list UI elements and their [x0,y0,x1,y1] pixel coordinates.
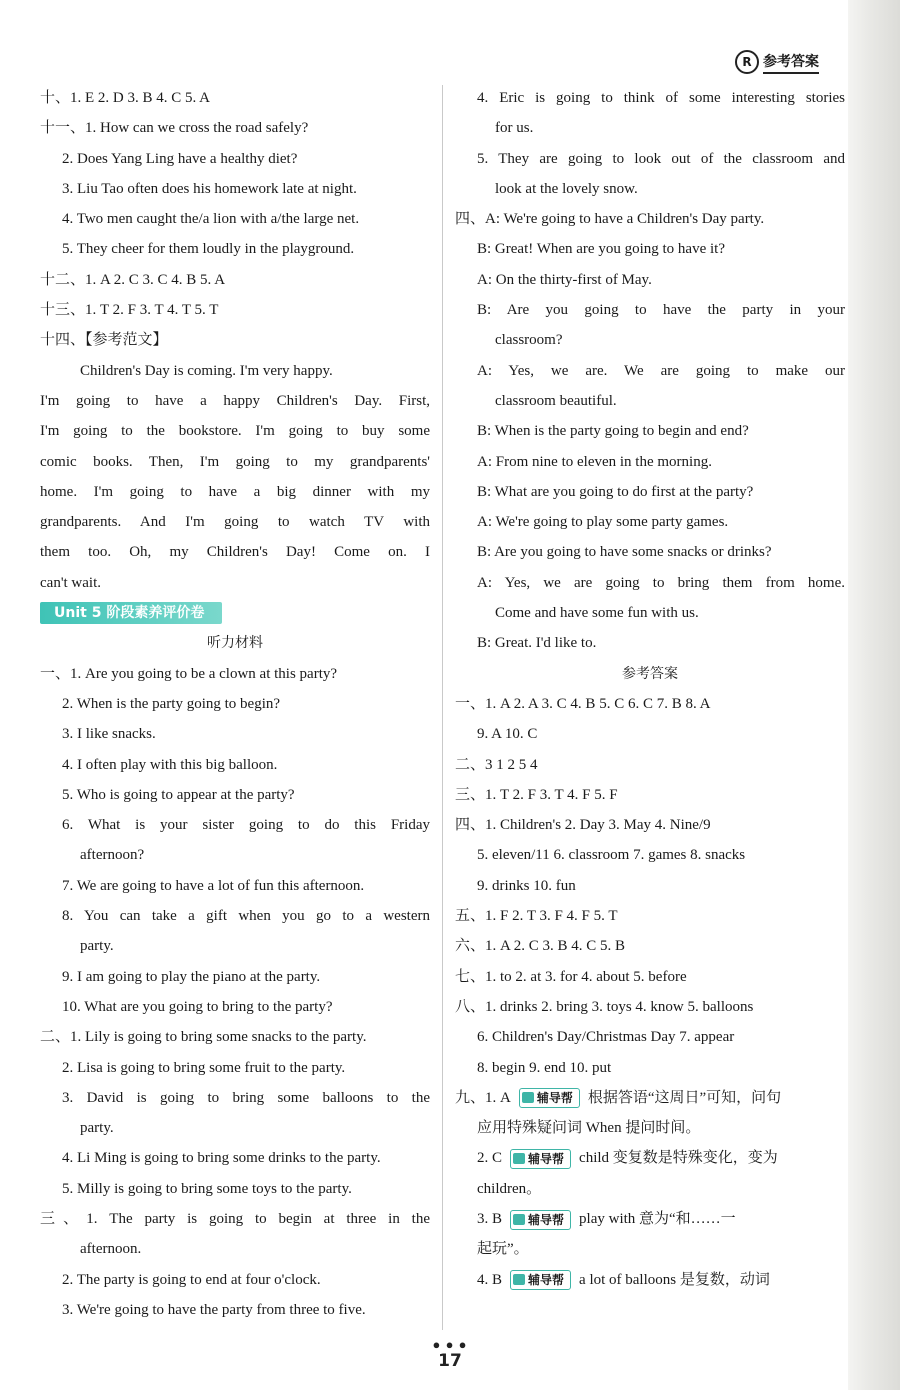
text-line: A: Yes, we are going to bring them from home. [477,574,845,591]
text-line: 十三、1. T 2. F 3. T 4. T 5. T [40,302,219,319]
text-line: B: Great. I'd like to. [477,635,597,652]
text-line: 五、1. F 2. T 3. F 4. F 5. T [455,908,618,925]
text-line: 5. Milly is going to bring some toys to the party. [62,1180,352,1197]
text-line: 5. They are going to look out of the classroom and [477,150,845,167]
text-line: 四、1. Children's 2. Day 3. May 4. Nine/9 [455,817,711,834]
page-number-text: 17 [438,1351,462,1371]
text-line: look at the lovely snow. [495,180,638,197]
text-line [40,598,430,628]
text-line: 起玩”。 [477,1241,529,1258]
text-line: B: When is the party going to begin and end? [477,423,749,440]
text-line: for us. [495,120,534,137]
column-divider [442,85,443,1330]
right-column [455,83,845,1295]
book-icon [513,1214,525,1225]
text-line: 十、1. E 2. D 3. B 4. C 5. A [40,90,211,106]
text-line: A: On the thirty-first of May. [477,271,652,288]
answer-number: 3. B [477,1210,503,1227]
text-line [455,1265,845,1295]
page-edge-shadow [848,0,900,1390]
text-line: 二、3 1 2 5 4 [455,756,538,773]
left-column [40,83,430,1325]
tutor-help-badge [510,1210,571,1230]
explanation-text: 根据答语“这周日”可知，问句 [587,1089,782,1106]
text-line: 4. Two men caught the/a lion with a/the large net. [62,211,360,228]
text-line: 一、1. A 2. A 3. C 4. B 5. C 6. C 7. B 8. A [455,695,711,712]
text-line: 十四、【参考范文】 [40,332,168,349]
text-line: 9. A 10. C [477,726,538,743]
answer-number: 九、1. A [455,1089,511,1106]
text-line: B: What are you going to do first at the party? [477,483,754,500]
badge-label: 辅导帮 [528,1273,565,1288]
text-line: A: From nine to eleven in the morning. [477,453,712,470]
text-line: 2. Does Yang Ling have a healthy diet? [62,150,298,167]
text-line: A: Yes, we are. We are going to make our [477,362,845,379]
text-line: grandparents. And I'm going to watch TV with [40,514,430,531]
text-line: B: Are you going to have the party in your [477,302,845,319]
text-line: classroom beautiful. [495,392,617,409]
text-line: party. [80,1120,114,1137]
text-line: 4. Eric is going to think of some interesting stories [477,90,845,106]
text-line: 3. Liu Tao often does his homework late at night. [62,180,357,197]
text-line: 3. David is going to bring some balloons to the [62,1089,430,1106]
text-line: 3. We're going to have the party from three to five. [62,1301,366,1318]
text-line: 三、1. T 2. F 3. T 4. F 5. F [455,786,618,803]
text-line: afternoon? [80,847,145,864]
text-line: 9. I am going to play the piano at the party. [62,968,321,985]
text-line: 7. We are going to have a lot of fun this afternoon. [62,877,365,894]
text-line: 5. Who is going to appear at the party? [62,786,295,803]
text-line [455,1083,845,1113]
text-line [455,1143,845,1173]
text-line: 8. begin 9. end 10. put [477,1059,612,1076]
text-line: A: We're going to play some party games. [477,514,729,531]
text-line: children。 [477,1180,542,1197]
book-icon [513,1274,525,1285]
text-line: I'm going to have a happy Children's Day. First, [40,392,430,409]
text-line: comic books. Then, I'm going to my grandparents' [40,453,430,470]
text-line: 6. What is your sister going to do this Friday [62,817,430,834]
explanation-text: play with 意为“和……一 [579,1210,736,1227]
tutor-help-badge [510,1270,571,1290]
answer-header [735,50,843,74]
text-line: 2. When is the party going to begin? [62,695,281,712]
badge-label: 辅导帮 [528,1151,565,1166]
text-line: B: Are you going to have some snacks or drinks? [477,544,772,561]
section-title: 听力材料 [207,635,263,652]
answer-logo-icon: R [735,50,759,74]
text-line: 四、A: We're going to have a Children's Day party. [455,211,765,228]
text-line: 七、1. to 2. at 3. for 4. about 5. before [455,968,687,985]
answer-number: 4. B [477,1271,503,1288]
text-line: Come and have some fun with us. [495,605,699,622]
text-line: 5. They cheer for them loudly in the playground. [62,241,355,258]
text-line: afternoon. [80,1241,142,1258]
unit-banner: Unit 5 阶段素养评价卷 [40,602,222,624]
text-line: them too. Oh, my Children's Day! Come on. I [40,544,430,561]
text-line: classroom? [495,332,563,349]
text-line: 5. eleven/11 6. classroom 7. games 8. snacks [477,847,746,864]
book-icon [522,1092,534,1103]
badge-label: 辅导帮 [536,1091,573,1106]
text-line: I'm going to the bookstore. I'm going to buy some [40,423,430,440]
text-line: 3. I like snacks. [62,726,156,743]
text-line: 一、1. Are you going to be a clown at this party? [40,665,338,682]
text-line: 2. The party is going to end at four o'clock. [62,1271,321,1288]
text-line: 8. You can take a gift when you go to a western [62,908,430,925]
tutor-help-badge [519,1088,580,1108]
tutor-help-badge [510,1149,571,1169]
answer-header-title: 参考答案 [763,51,819,74]
text-line: can't wait. [40,574,102,591]
explanation-text: child 变复数是特殊变化，变为 [579,1150,778,1167]
explanation-text: a lot of balloons 是复数，动词 [579,1271,770,1288]
text-line: 十二、1. A 2. C 3. C 4. B 5. A [40,271,226,288]
text-line: 9. drinks 10. fun [477,877,576,894]
text-line [455,1204,845,1234]
text-line: 六、1. A 2. C 3. B 4. C 5. B [455,938,626,955]
text-line: home. I'm going to have a big dinner with my [40,483,430,500]
text-line: 三、1. The party is going to begin at three in the [40,1210,430,1227]
text-line: Children's Day is coming. I'm very happy. [80,362,333,379]
answer-number: 2. C [477,1150,503,1167]
text-line: 10. What are you going to bring to the party? [62,998,333,1015]
paw-icon: ● ● ● [432,1337,468,1352]
section-title: 参考答案 [622,665,678,682]
text-line: 应用特殊疑问词 When 提问时间。 [477,1120,701,1137]
badge-label: 辅导帮 [528,1212,565,1227]
text-line: B: Great! When are you going to have it? [477,241,725,258]
text-line: 八、1. drinks 2. bring 3. toys 4. know 5. balloons [455,998,754,1015]
text-line: 4. Li Ming is going to bring some drinks to the party. [62,1150,381,1167]
text-line: 2. Lisa is going to bring some fruit to the party. [62,1059,346,1076]
book-icon [513,1153,525,1164]
text-line: 二、1. Lily is going to bring some snacks to the party. [40,1029,367,1046]
page-number [426,1338,474,1372]
text-line: 6. Children's Day/Christmas Day 7. appear [477,1029,735,1046]
text-line: 十一、1. How can we cross the road safely? [40,120,309,137]
text-line: party. [80,938,114,955]
text-line: 4. I often play with this big balloon. [62,756,278,773]
